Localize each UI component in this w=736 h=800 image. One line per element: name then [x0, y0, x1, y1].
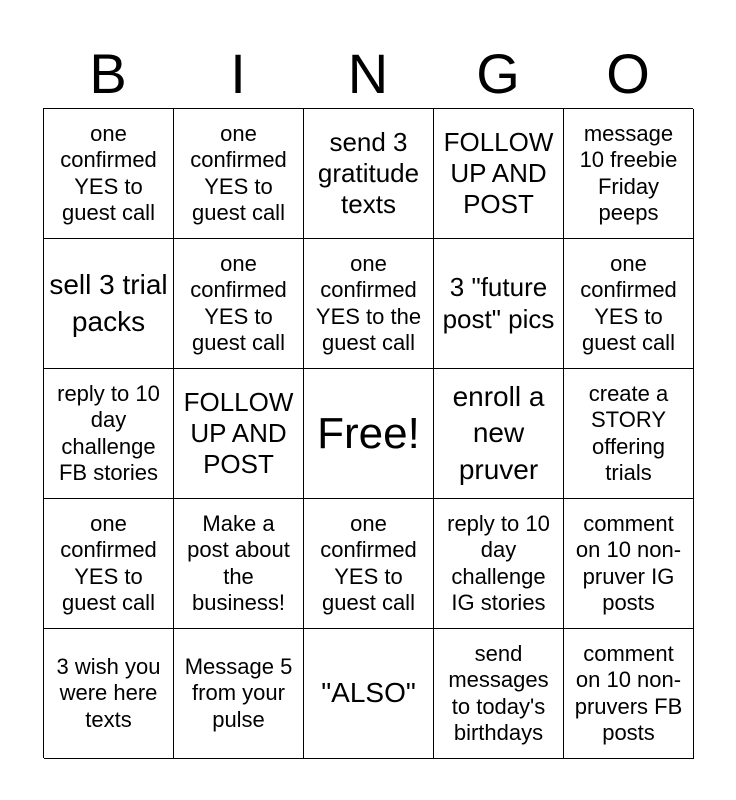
- header-letter-i: I: [230, 42, 246, 105]
- header-letter-b: B: [89, 42, 127, 105]
- bingo-cell-r3-c2[interactable]: FOLLOW UP AND POST: [174, 369, 304, 499]
- header-letter-n: N: [347, 42, 389, 105]
- bingo-cell-r2-c2[interactable]: one confirmed YES to guest call: [174, 239, 304, 369]
- bingo-cell-free[interactable]: Free!: [304, 369, 434, 499]
- bingo-cell-r5-c4[interactable]: send messages to today's birthdays: [434, 629, 564, 759]
- bingo-cell-r1-c5[interactable]: message 10 freebie Friday peeps: [564, 109, 694, 239]
- bingo-board: [43, 108, 693, 758]
- bingo-cell-r4-c3[interactable]: one confirmed YES to guest call: [304, 499, 434, 629]
- bingo-cell-r2-c1[interactable]: sell 3 trial packs: [44, 239, 174, 369]
- bingo-cell-r5-c1[interactable]: 3 wish you were here texts: [44, 629, 174, 759]
- bingo-cell-r4-c5[interactable]: comment on 10 non-pruver IG posts: [564, 499, 694, 629]
- bingo-cell-r1-c2[interactable]: one confirmed YES to guest call: [174, 109, 304, 239]
- bingo-cell-r3-c1[interactable]: reply to 10 day challenge FB stories: [44, 369, 174, 499]
- bingo-cell-r4-c4[interactable]: reply to 10 day challenge IG stories: [434, 499, 564, 629]
- bingo-cell-r3-c5[interactable]: create a STORY offering trials: [564, 369, 694, 499]
- header-letter-o: O: [606, 42, 650, 105]
- bingo-cell-r4-c2[interactable]: Make a post about the business!: [174, 499, 304, 629]
- bingo-cell-r2-c5[interactable]: one confirmed YES to guest call: [564, 239, 694, 369]
- bingo-cell-r1-c1[interactable]: one confirmed YES to guest call: [44, 109, 174, 239]
- bingo-header: [43, 40, 693, 108]
- bingo-cell-r2-c3[interactable]: one confirmed YES to the guest call: [304, 239, 434, 369]
- header-letter-g: G: [476, 42, 520, 105]
- bingo-cell-r2-c4[interactable]: 3 "future post" pics: [434, 239, 564, 369]
- bingo-cell-r5-c3[interactable]: "ALSO": [304, 629, 434, 759]
- bingo-cell-r5-c5[interactable]: comment on 10 non-pruvers FB posts: [564, 629, 694, 759]
- bingo-cell-r1-c4[interactable]: FOLLOW UP AND POST: [434, 109, 564, 239]
- bingo-cell-r1-c3[interactable]: send 3 gratitude texts: [304, 109, 434, 239]
- bingo-cell-r4-c1[interactable]: one confirmed YES to guest call: [44, 499, 174, 629]
- bingo-cell-r3-c4[interactable]: enroll a new pruver: [434, 369, 564, 499]
- bingo-cell-r5-c2[interactable]: Message 5 from your pulse: [174, 629, 304, 759]
